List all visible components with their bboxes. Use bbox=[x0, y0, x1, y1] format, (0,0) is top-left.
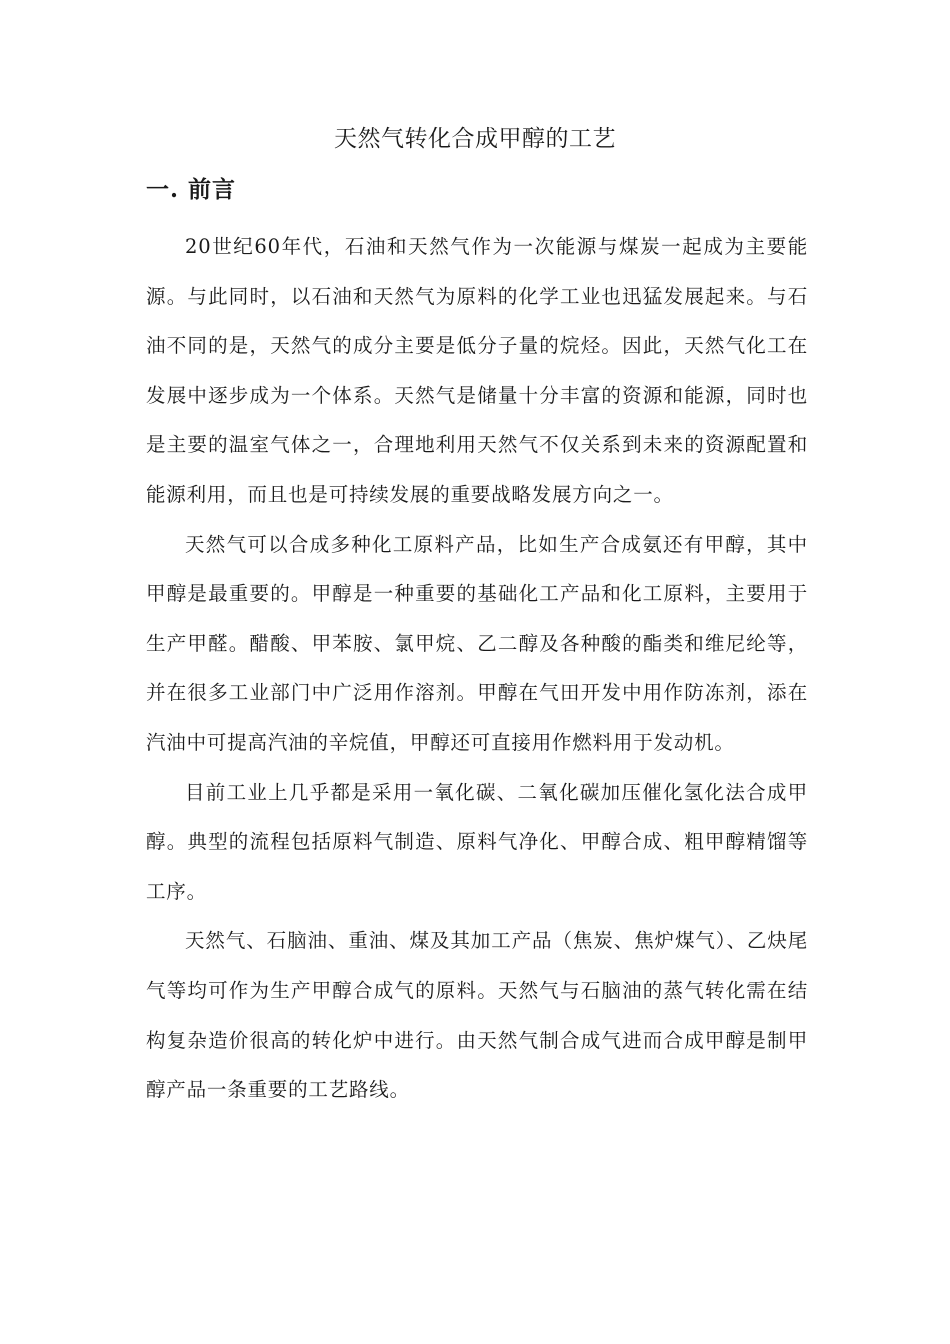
section-heading: 一. 前言 bbox=[146, 176, 237, 203]
paragraph-1: 20世纪60年代，石油和天然气作为一次能源与煤炭一起成为主要能源。与此同时，以石油和天然气为原料的化学工业也迅猛发展起来。与石油不同的是，天然气的成分主要是低分子量的烷烃。因此，天然气化工在发展中逐步成为一个体系。天然气是储量十分丰富的资源和能源，同时也是主要的温室气体之一，合理地利用天然气不仅关系到未来的资源配置和能源利用，而且也是可持续发展的重要战略发展方向之一。 bbox=[146, 235, 808, 506]
paragraph-4: 天然气、石脑油、重油、煤及其加工产品（焦炭、焦炉煤气）、乙炔尾气等均可作为生产甲醇合成气的原料。天然气与石脑油的蒸气转化需在结构复杂造价很高的转化炉中进行。由天然气制合成气进而合成甲醇是制甲醇产品一条重要的工艺路线。 bbox=[146, 929, 808, 1102]
document-title: 天然气转化合成甲醇的工艺 bbox=[334, 126, 616, 152]
paragraph-3: 目前工业上几乎都是采用一氧化碳、二氧化碳加压催化氢化法合成甲醇。典型的流程包括原料气制造、原料气净化、甲醇合成、粗甲醇精馏等工序。 bbox=[146, 780, 808, 903]
paragraph-2: 天然气可以合成多种化工原料产品，比如生产合成氨还有甲醇，其中甲醇是最重要的。甲醇是一种重要的基础化工产品和化工原料，主要用于生产甲醛。醋酸、甲苯胺、氯甲烷、乙二醇及各种酸的酯类和维尼纶等，并在很多工业部门中广泛用作溶剂。甲醇在气田开发中用作防冻剂，添在汽油中可提高汽油的辛烷值，甲醇还可直接用作燃料用于发动机。 bbox=[146, 532, 808, 754]
section-body bbox=[146, 222, 808, 1115]
